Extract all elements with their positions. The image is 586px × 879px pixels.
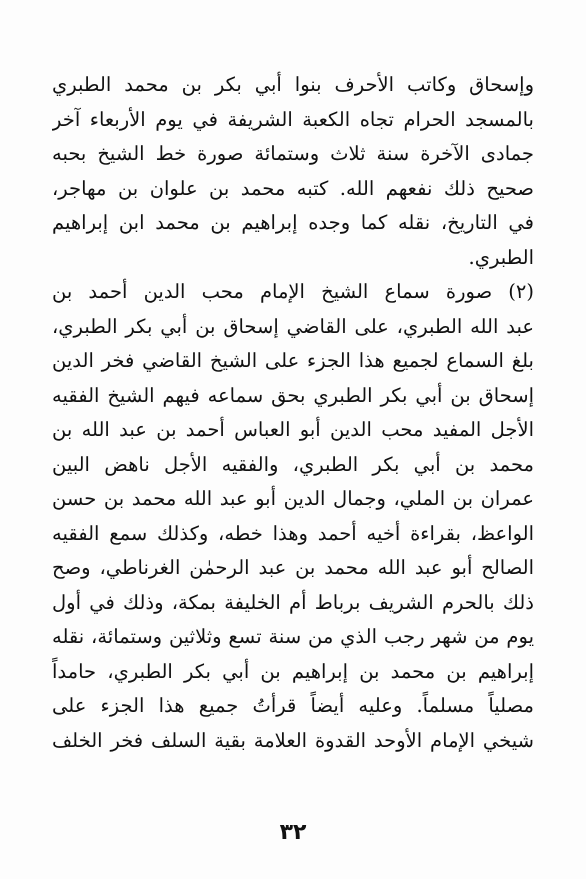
text-line-19: مصلياً مسلماً. وعليه أيضاً قرأتُ جميع هذا الجزء على [52, 694, 534, 717]
text-line-4: صحيح ذلك نفعهم الله. كتبه محمد بن علوان بن مهاجر، [52, 176, 534, 200]
text-line-7: (٢) صورة سماع الشيخ الإمام محب الدين أحمد بن [52, 280, 534, 303]
text-line-6: الطبري. [468, 245, 534, 269]
text-line-10: إسحاق بن أبي بكر الطبري بحق سماعه فيهم الشيخ الفقيه [52, 383, 534, 407]
text-line-9: بلغ السماع لجميع هذا الجزء على الشيخ القاضي فخر الدين [52, 349, 534, 372]
text-line-13: عمران بن الملي، وجمال الدين أبو عبد الله محمد بن حسن [52, 487, 534, 510]
text-line-15: الصالح أبو عبد الله محمد بن عبد الرحمٰن الغرناطي، وصح [52, 556, 534, 579]
text-line-3: جمادى الآخرة سنة ثلاث وستمائة صورة خط الشيخ بحبه [52, 142, 534, 165]
text-line-18: إبراهيم بن محمد بن إبراهيم بن أبي بكر الطبري، حامداً [52, 659, 534, 683]
page-number: ٣٢ [279, 820, 307, 845]
text-line-11: الأجل المفيد محب الدين أبو العباس أحمد بن عبد الله بن [52, 418, 534, 441]
text-line-20: شيخي الإمام الأوحد القدوة العلامة بقية السلف فخر الخلف [52, 728, 534, 752]
text-line-5: في التاريخ، نقله كما وجده إبراهيم بن محمد ابن إبراهيم [52, 211, 534, 234]
text-line-16: ذلك بالحرم الشريف برباط أم الخليفة بمكة، وذلك في أول [52, 590, 534, 614]
text-line-1: وإسحاق وكاتب الأحرف بنوا أبي بكر بن محمد الطبري [52, 73, 534, 96]
text-line-12: محمد بن أبي بكر الطبري، والفقيه الأجل ناهض البين [52, 452, 534, 476]
text-line-2: بالمسجد الحرام تجاه الكعبة الشريفة في يوم الأربعاء آخر [52, 107, 534, 131]
text-line-14: الواعظ، بقراءة أخيه أحمد وهذا خطه، وكذلك سمع الفقيه [52, 521, 534, 545]
body-text [52, 68, 534, 758]
text-line-8: عبد الله الطبري، على القاضي إسحاق بن أبي بكر الطبري، [52, 314, 534, 338]
text-line-17: يوم من شهر رجب الذي من سنة تسع وثلاثين وستمائة، نقله [52, 625, 534, 648]
